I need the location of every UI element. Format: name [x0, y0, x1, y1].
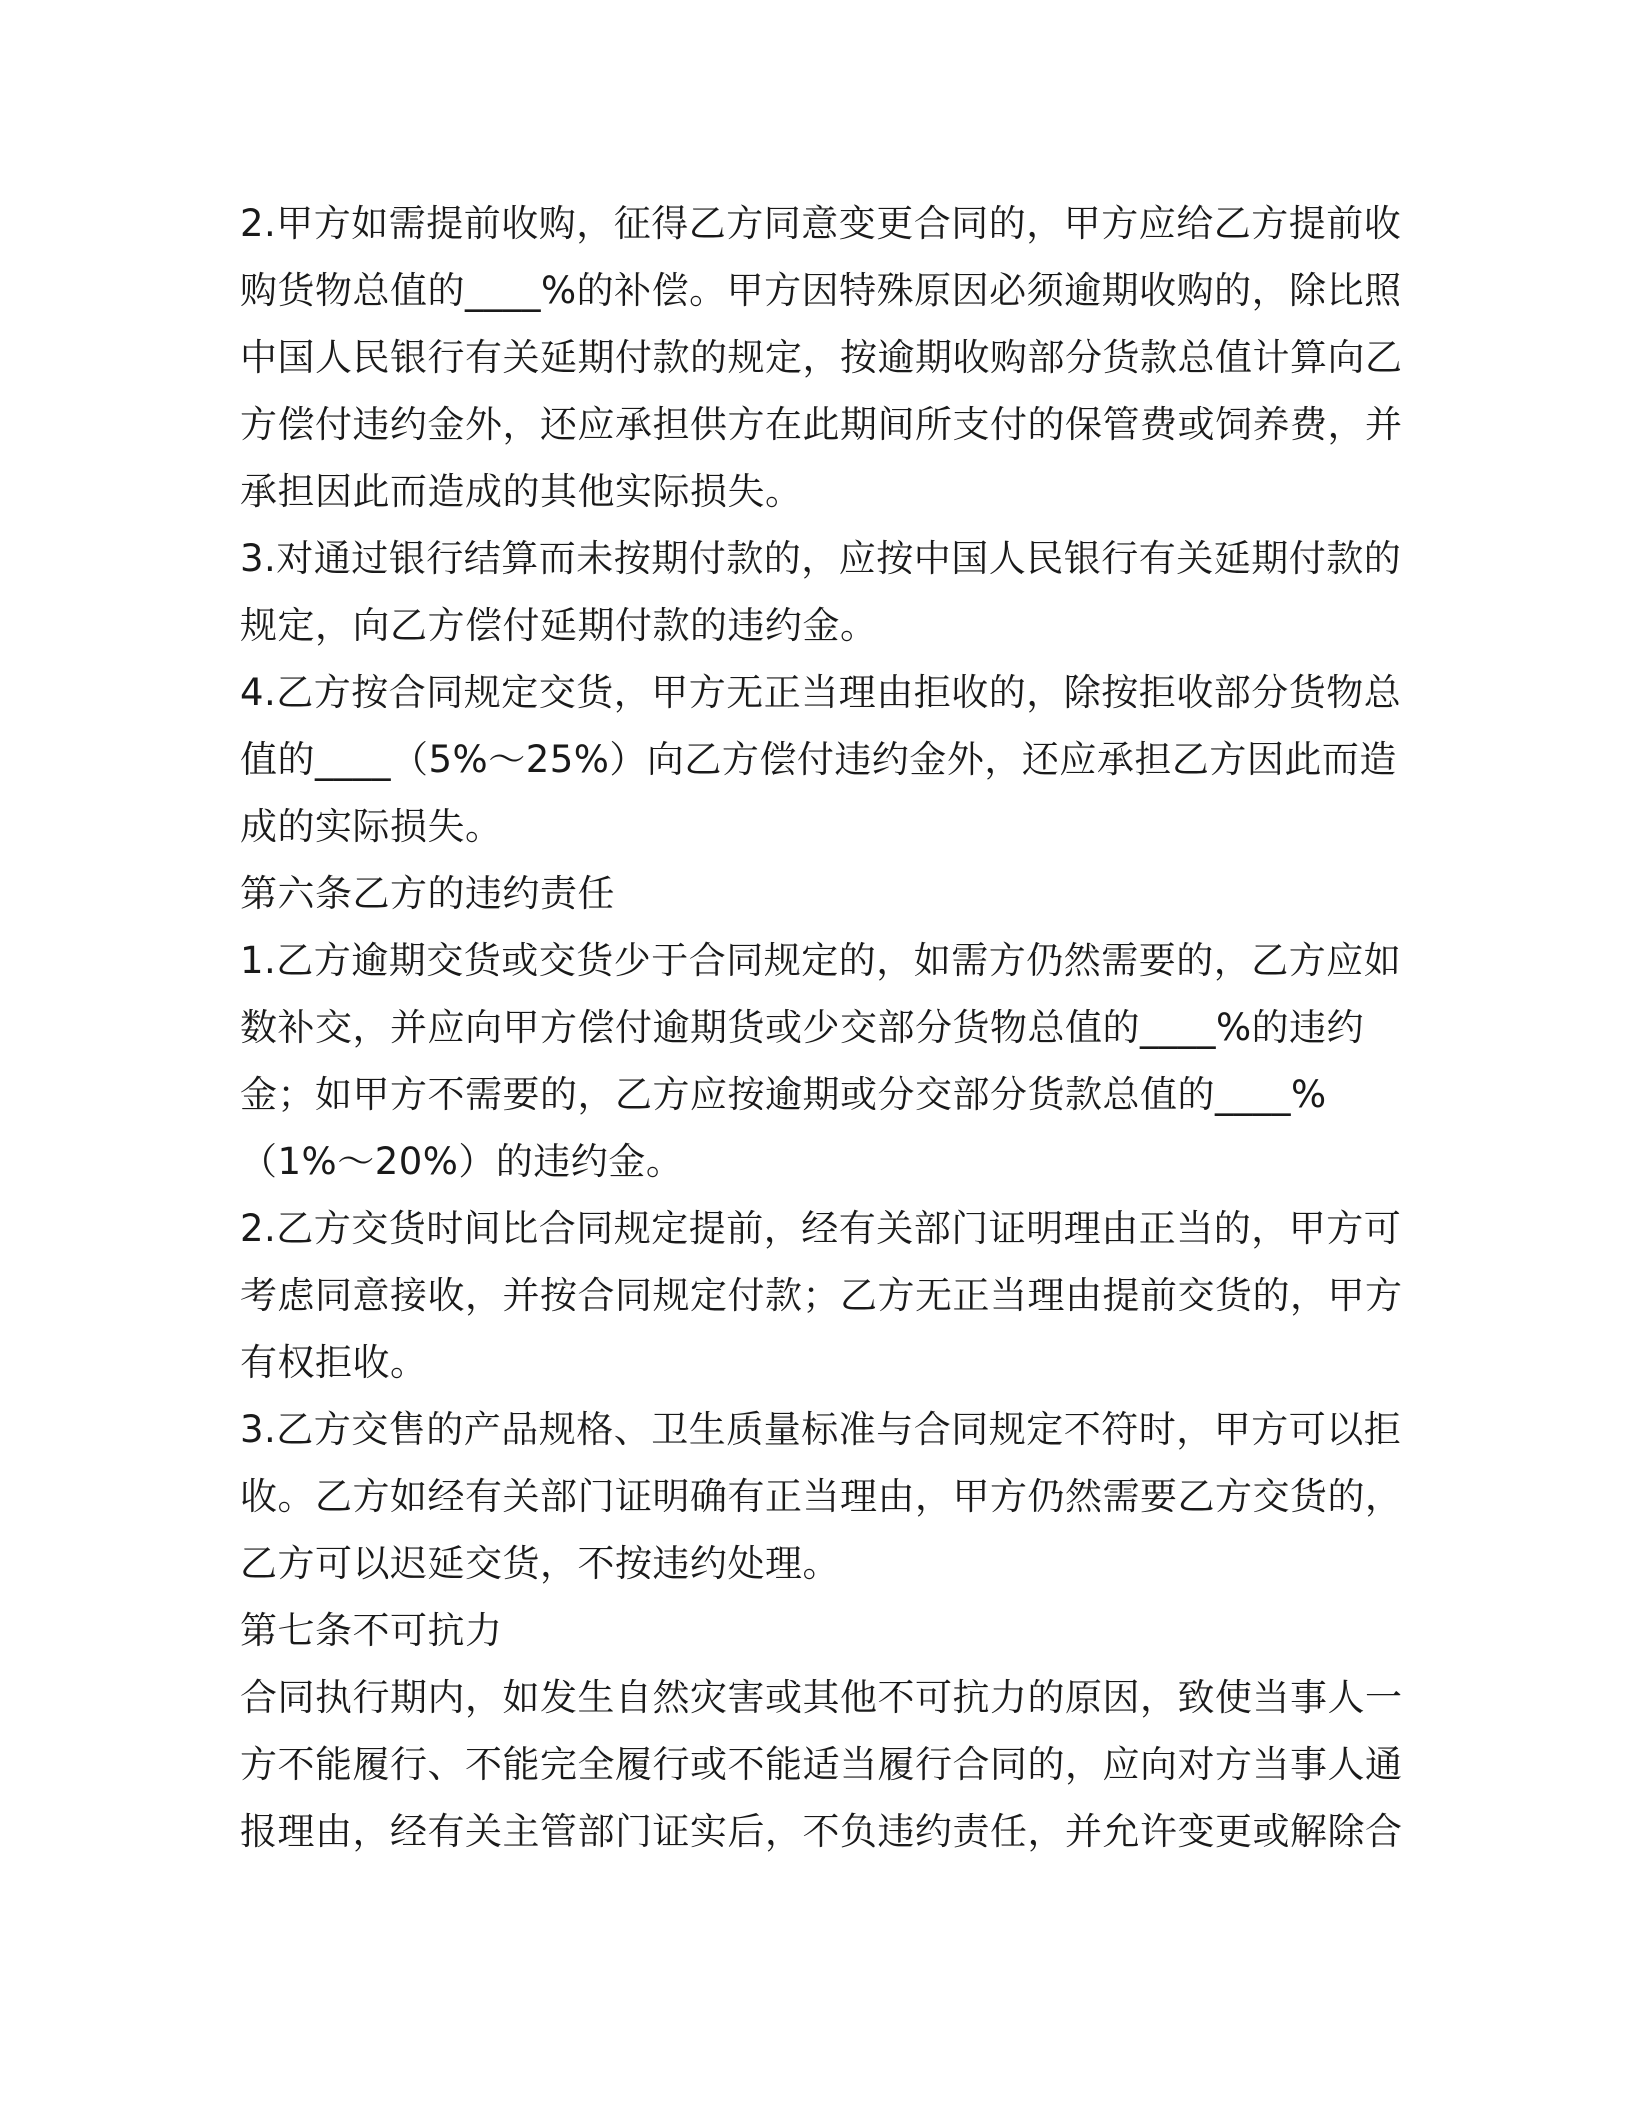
- text-line: 乙方可以迟延交货，不按违约处理。: [240, 1542, 840, 1585]
- text-line: 4.乙方按合同规定交货，甲方无正当理由拒收的，除按拒收部分货物总: [240, 671, 1402, 714]
- text-line: 方偿付违约金外，还应承担供方在此期间所支付的保管费或饲养费，并: [240, 403, 1403, 446]
- text-line: 购货物总值的____%的补偿。甲方因特殊原因必须逾期收购的，除比照: [240, 269, 1402, 312]
- text-line: 3.乙方交售的产品规格、卫生质量标准与合同规定不符时，甲方可以拒: [240, 1408, 1402, 1451]
- text-line: （1%～20%）的违约金。: [240, 1140, 684, 1183]
- text-line: 报理由，经有关主管部门证实后，不负违约责任，并允许变更或解除合: [240, 1810, 1403, 1853]
- text-line: 收。乙方如经有关部门证明确有正当理由，甲方仍然需要乙方交货的，: [240, 1475, 1403, 1518]
- section-heading: 第七条不可抗力: [240, 1609, 503, 1652]
- text-line: 值的____（5%～25%）向乙方偿付违约金外，还应承担乙方因此而造: [240, 738, 1397, 781]
- text-line: 1.乙方逾期交货或交货少于合同规定的，如需方仍然需要的，乙方应如: [240, 939, 1402, 982]
- text-line: 数补交，并应向甲方偿付逾期货或少交部分货物总值的____%的违约: [240, 1006, 1365, 1049]
- text-line: 2.乙方交货时间比合同规定提前，经有关部门证明理由正当的，甲方可: [240, 1207, 1402, 1250]
- text-line: 方不能履行、不能完全履行或不能适当履行合同的，应向对方当事人通: [240, 1743, 1403, 1786]
- text-line: 有权拒收。: [240, 1341, 428, 1384]
- text-line: 金；如甲方不需要的，乙方应按逾期或分交部分货款总值的____%: [240, 1073, 1327, 1116]
- text-line: 2.甲方如需提前收购，征得乙方同意变更合同的，甲方应给乙方提前收: [240, 202, 1402, 245]
- text-line: 中国人民银行有关延期付款的规定，按逾期收购部分货款总值计算向乙: [240, 336, 1403, 379]
- text-line: 规定，向乙方偿付延期付款的违约金。: [240, 604, 878, 647]
- section-heading: 第六条乙方的违约责任: [240, 872, 615, 915]
- text-line: 考虑同意接收，并按合同规定付款；乙方无正当理由提前交货的，甲方: [240, 1274, 1403, 1317]
- text-line: 承担因此而造成的其他实际损失。: [240, 470, 803, 513]
- text-line: 合同执行期内，如发生自然灾害或其他不可抗力的原因，致使当事人一: [240, 1676, 1403, 1719]
- text-line: 成的实际损失。: [240, 805, 503, 848]
- document-body: [240, 190, 1403, 1865]
- text-line: 3.对通过银行结算而未按期付款的，应按中国人民银行有关延期付款的: [240, 537, 1402, 580]
